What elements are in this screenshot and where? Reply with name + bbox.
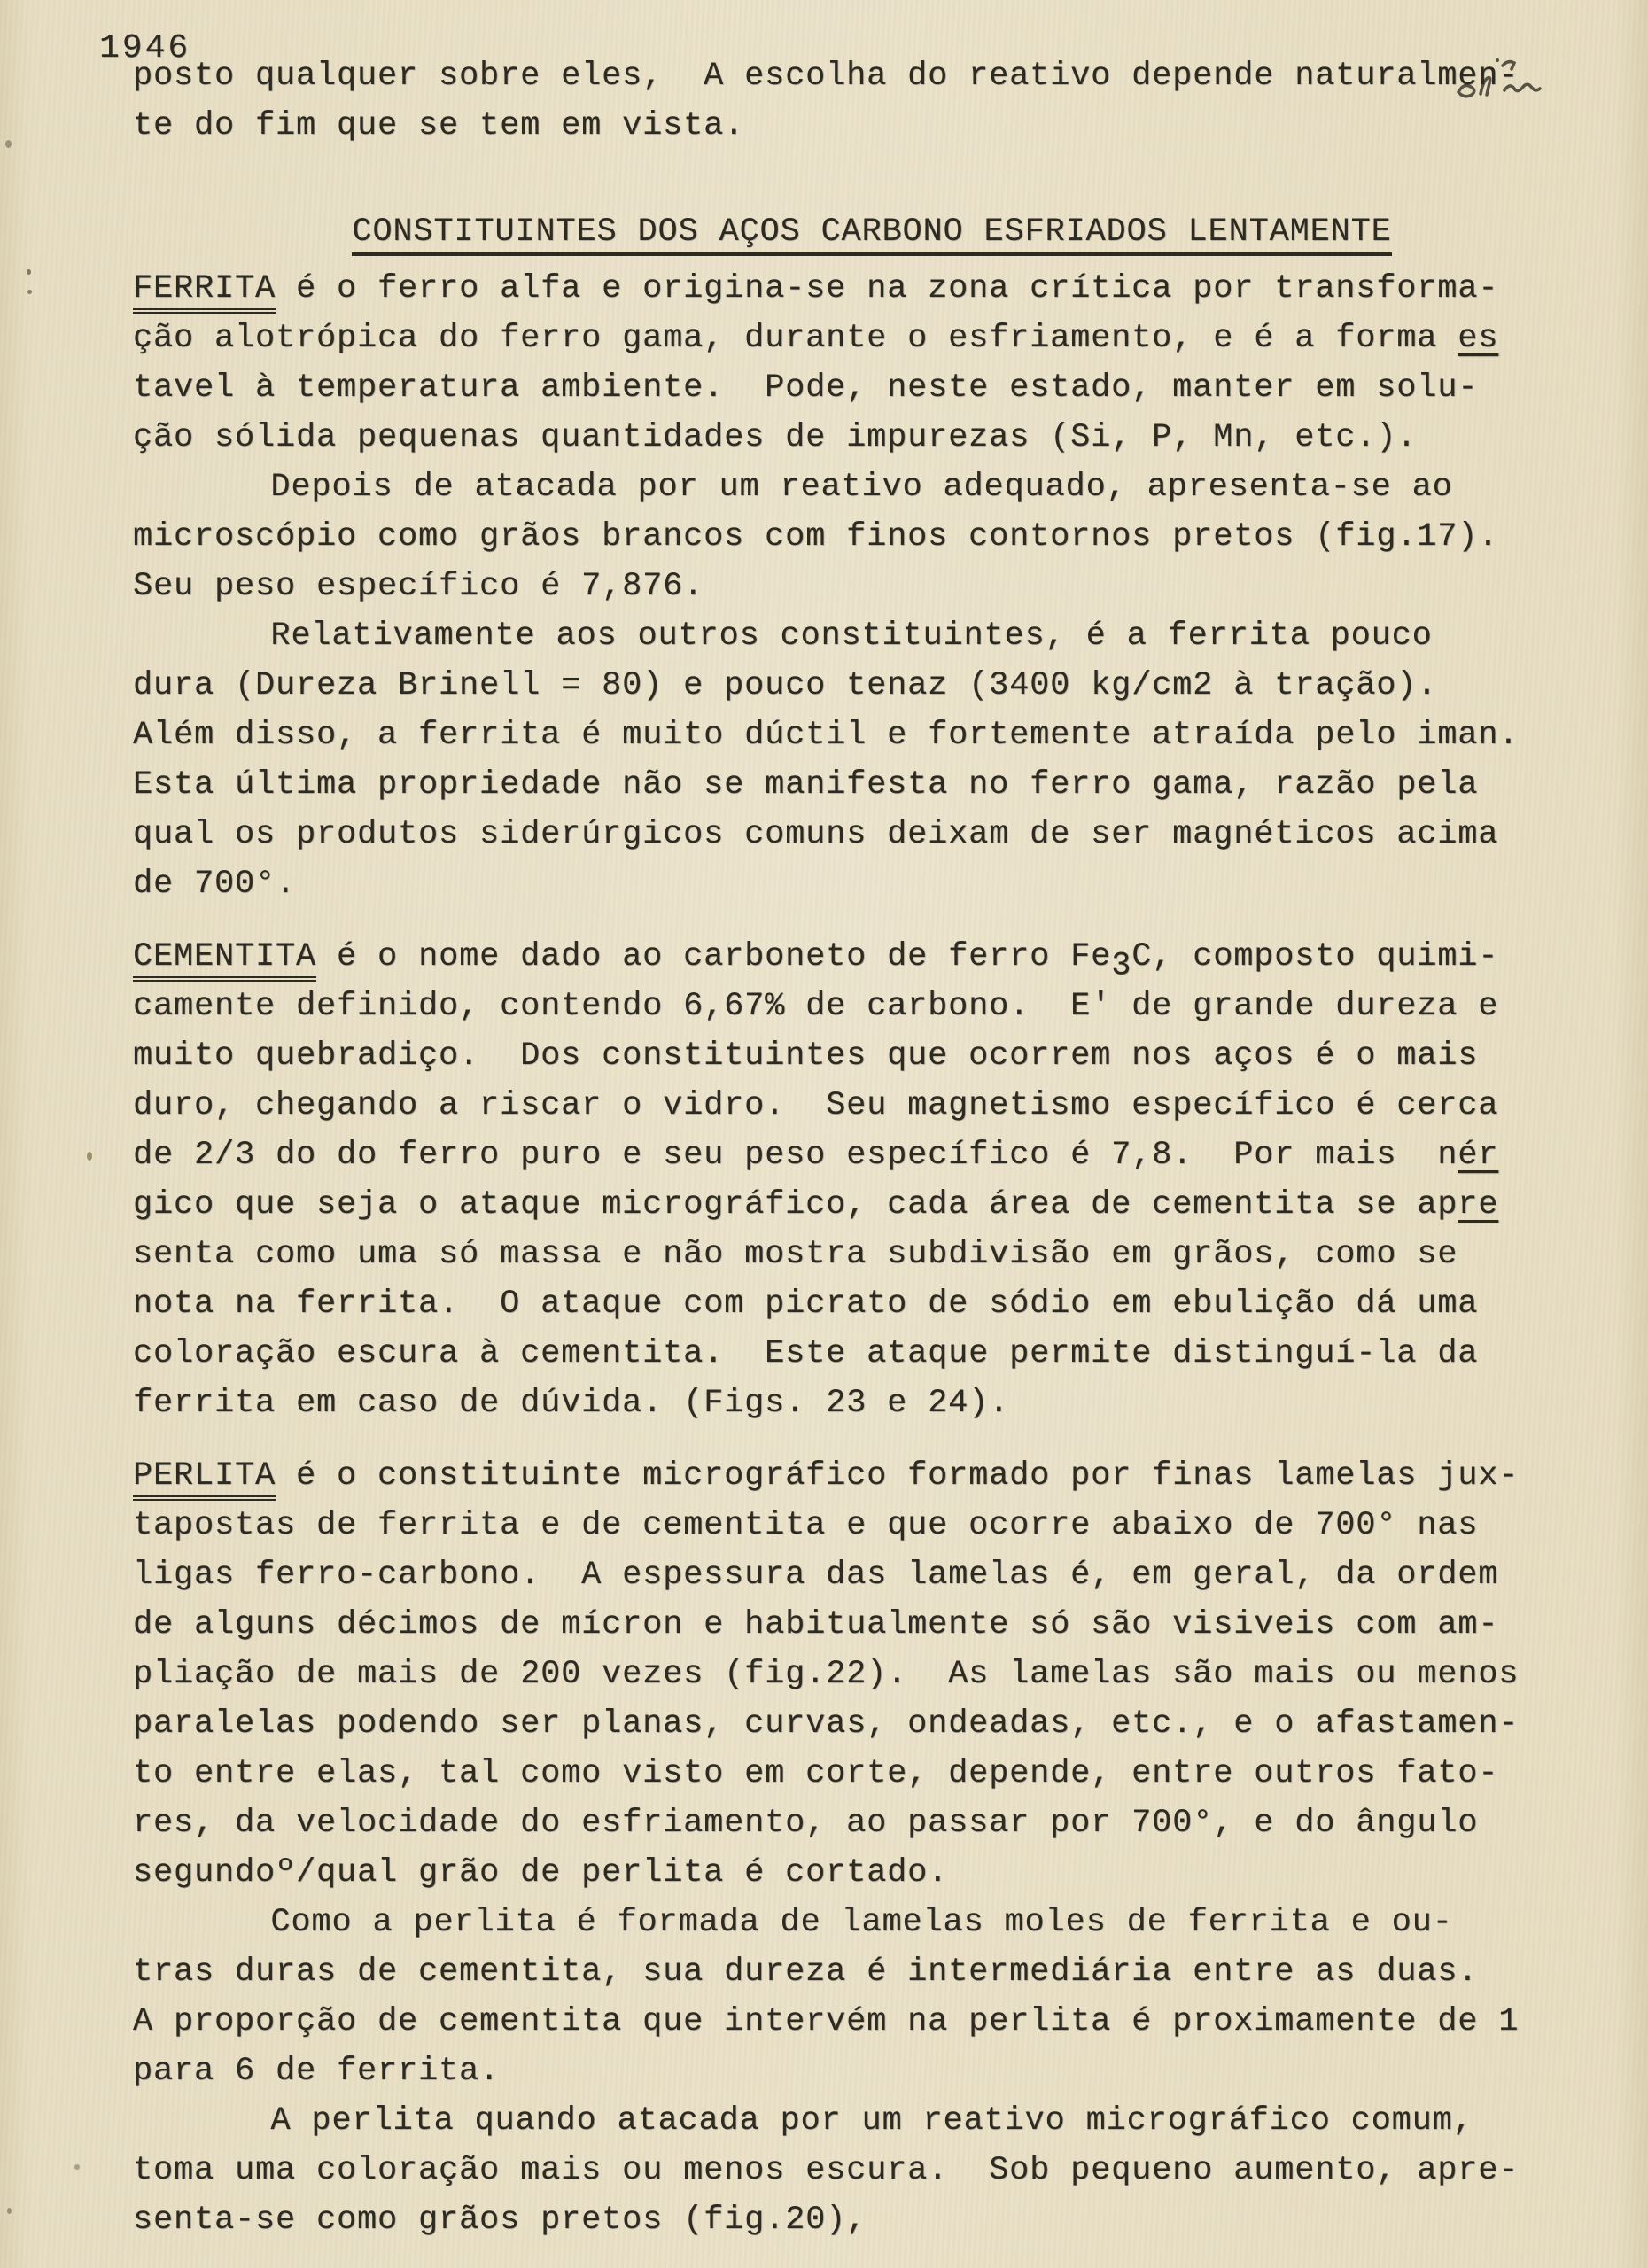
cementita-paragraph <box>133 932 1611 1428</box>
text-segment: toma uma coloração mais ou menos escura. Sob pequeno aumento, apre- <box>133 2152 1520 2189</box>
text-segment: duro, chegando a riscar o vidro. Seu magnetismo específico é cerca <box>133 1087 1499 1124</box>
text-segment: to entre elas, tal como visto em corte, depende, entre outros fato- <box>133 1755 1499 1792</box>
continuation-paragraph <box>133 51 1611 151</box>
text-line <box>133 363 1611 413</box>
text-segment: Seu peso específico é 7,876. <box>133 568 704 605</box>
text-segment: dura (Dureza Brinell = 80) e pouco tenaz (3400 kg/cm2 à tração). <box>133 667 1438 704</box>
text-segment: senta como uma só massa e não mostra subdivisão em grãos, como se <box>133 1236 1458 1273</box>
text-segment: A proporção de cementita que intervém na perlita é proximamente de 1 <box>133 2003 1520 2040</box>
text-line <box>133 2047 1611 2096</box>
text-segment: A perlita quando atacada por um reativo micrográfico comum, <box>270 2102 1473 2140</box>
text-segment: de 700°. <box>133 866 297 903</box>
text-segment: é o ferro alfa e origina-se na zona crítica por transforma- <box>276 270 1499 307</box>
text-line <box>133 413 1611 462</box>
text-line <box>133 1550 1611 1600</box>
paper-speck <box>87 1152 92 1161</box>
text-line <box>133 1081 1611 1130</box>
text-line <box>133 1279 1611 1329</box>
text-line <box>133 982 1611 1031</box>
text-line <box>133 264 1611 314</box>
text-line <box>133 810 1611 859</box>
ferrita-paragraph <box>133 264 1611 909</box>
text-segment: tras duras de cementita, sua dureza é intermediária entre as duas. <box>133 1953 1479 1991</box>
text-segment: de alguns décimos de mícron e habitualmente só são visiveis com am- <box>133 1606 1499 1643</box>
text-line <box>133 1031 1611 1081</box>
section-heading-text: CONSTITUINTES DOS AÇOS CARBONO ESFRIADOS LENTAMENTE <box>352 214 1391 256</box>
text-segment: gico que seja o ataque micrográfico, cada área de cementita se ap <box>133 1186 1458 1223</box>
text-segment: posto qualquer sobre eles, A escolha do reativo depende naturalmen- <box>133 58 1520 95</box>
text-segment: C, composto quimi- <box>1131 938 1499 975</box>
text-line <box>133 1749 1611 1798</box>
text-line <box>133 314 1611 363</box>
text-segment: Esta última propriedade não se manifesta no ferro gama, razão pela <box>133 766 1479 804</box>
text-line <box>133 1699 1611 1749</box>
text-segment: microscópio como grãos brancos com finos contornos pretos (fig.17). <box>133 518 1499 555</box>
text-line <box>133 1329 1611 1379</box>
text-line <box>133 859 1611 909</box>
text-segment: Depois de atacada por um reativo adequado, apresenta-se ao <box>270 469 1453 506</box>
term-keyword: CEMENTITA <box>133 938 316 982</box>
text-line <box>133 512 1611 562</box>
text-segment: re <box>1458 1186 1499 1223</box>
text-segment: camente definido, contendo 6,67% de carbono. E' de grande dureza e <box>133 988 1499 1025</box>
text-line <box>133 1180 1611 1230</box>
text-line <box>133 1230 1611 1279</box>
text-line <box>133 932 1611 985</box>
text-segment: ferrita em caso de dúvida. (Figs. 23 e 24). <box>133 1385 1010 1422</box>
text-segment: Relativamente aos outros constituintes, é a ferrita pouco <box>270 617 1433 655</box>
text-line <box>133 562 1611 611</box>
text-line <box>133 611 1611 661</box>
paper-speck <box>7 2208 12 2214</box>
text-segment: para 6 de ferrita. <box>133 2053 501 2090</box>
text-line <box>133 1798 1611 1848</box>
text-line <box>133 1451 1611 1501</box>
text-line <box>133 760 1611 810</box>
text-line <box>133 101 1611 151</box>
paper-speck <box>5 140 12 148</box>
text-line <box>133 711 1611 760</box>
text-segment: pliação de mais de 200 vezes (fig.22). As lamelas são mais ou menos <box>133 1656 1520 1693</box>
term-keyword: FERRITA <box>133 270 276 314</box>
text-line <box>133 2096 1611 2146</box>
text-segment: segundoº/qual grão de perlita é cortado. <box>133 1854 949 1891</box>
text-line <box>133 1898 1611 1947</box>
perlita-paragraph <box>133 1451 1611 2245</box>
text-segment: Além disso, a ferrita é muito dúctil e fortemente atraída pelo iman. <box>133 717 1520 754</box>
term-keyword: PERLITA <box>133 1457 276 1501</box>
paper-speck <box>27 290 32 294</box>
text-segment: te do fim que se tem em vista. <box>133 107 745 144</box>
text-segment: res, da velocidade do esfriamento, ao passar por 700°, e do ângulo <box>133 1805 1479 1842</box>
text-segment: es <box>1458 320 1499 357</box>
text-segment: é o nome dado ao carboneto de ferro Fe <box>316 938 1112 975</box>
text-segment: ér <box>1458 1137 1499 1174</box>
text-line <box>133 1650 1611 1699</box>
page-year-stamp: 1946 <box>99 29 191 67</box>
text-segment: de 2/3 do do ferro puro e seu peso específico é 7,8. Por mais n <box>133 1137 1458 1174</box>
text-line <box>133 2195 1611 2245</box>
text-segment: coloração escura à cementita. Este ataque permite distinguí-la da <box>133 1335 1479 1372</box>
text-segment: 3 <box>1111 947 1132 985</box>
paper-speck <box>27 269 31 275</box>
text-segment: qual os produtos siderúrgicos comuns deixam de ser magnéticos acima <box>133 816 1499 853</box>
text-segment: tapostas de ferrita e de cementita e que ocorre abaixo de 700° nas <box>133 1507 1479 1544</box>
text-segment: tavel à temperatura ambiente. Pode, neste estado, manter em solu- <box>133 369 1479 407</box>
text-line <box>133 661 1611 711</box>
section-heading <box>133 207 1611 257</box>
text-segment: nota na ferrita. O ataque com picrato de sódio em ebulição dá uma <box>133 1285 1479 1323</box>
paper-speck <box>74 2164 80 2170</box>
text-segment: ligas ferro-carbono. A espessura das lamelas é, em geral, da ordem <box>133 1557 1499 1594</box>
text-segment: senta-se como grãos pretos (fig.20), <box>133 2202 867 2239</box>
text-line <box>133 1997 1611 2047</box>
text-segment: é o constituinte micrográfico formado por finas lamelas jux- <box>276 1457 1520 1495</box>
text-line <box>133 1947 1611 1997</box>
text-line <box>133 462 1611 512</box>
text-segment: ção sólida pequenas quantidades de impurezas (Si, P, Mn, etc.). <box>133 419 1418 456</box>
text-line <box>133 1130 1611 1180</box>
text-line <box>133 51 1611 101</box>
text-line <box>133 2146 1611 2195</box>
text-line <box>133 1848 1611 1898</box>
text-line <box>133 1600 1611 1650</box>
text-segment: Como a perlita é formada de lamelas moles de ferrita e ou- <box>270 1904 1453 1941</box>
text-segment: paralelas podendo ser planas, curvas, ondeadas, etc., e o afastamen- <box>133 1705 1520 1743</box>
text-segment: muito quebradiço. Dos constituintes que ocorrem nos aços é o mais <box>133 1037 1479 1075</box>
text-segment: ção alotrópica do ferro gama, durante o esfriamento, e é a forma <box>133 320 1458 357</box>
typewritten-text-body <box>133 51 1611 2245</box>
text-line <box>133 1379 1611 1428</box>
text-line <box>133 1501 1611 1550</box>
